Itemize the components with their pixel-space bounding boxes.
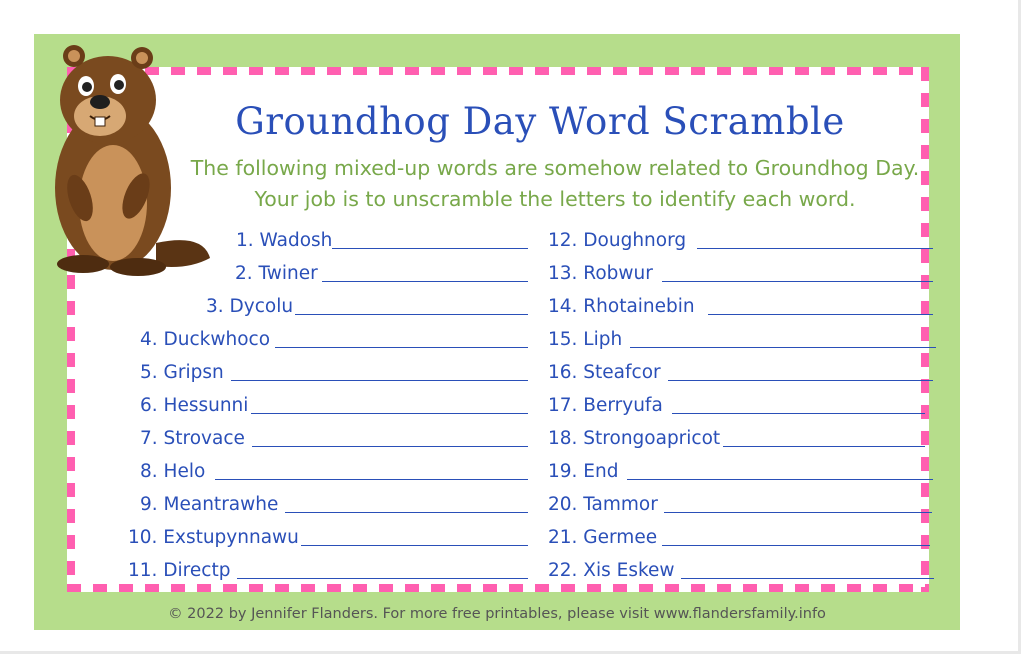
scramble-word-10: 10. Exstupynnawu bbox=[128, 527, 299, 548]
copyright-footer: © 2022 by Jennifer Flanders. For more free printables, please visit www.flandersfamily.info bbox=[168, 606, 826, 622]
instructions-line-2: Your job is to unscramble the letters to identify each word. bbox=[254, 187, 856, 211]
answer-line-6[interactable] bbox=[251, 413, 528, 414]
answer-line-9[interactable] bbox=[285, 512, 528, 513]
scramble-word-9: 9. Meantrawhe bbox=[140, 494, 279, 515]
scramble-word-20: 20. Tammor bbox=[548, 494, 658, 515]
answer-line-7[interactable] bbox=[252, 446, 528, 447]
answer-line-3[interactable] bbox=[295, 314, 528, 315]
answer-line-21[interactable] bbox=[662, 545, 930, 546]
answer-line-8[interactable] bbox=[215, 479, 528, 480]
answer-line-11[interactable] bbox=[237, 578, 528, 579]
answer-line-5[interactable] bbox=[231, 380, 528, 381]
answer-line-22[interactable] bbox=[681, 578, 934, 579]
scramble-word-3: 3. Dycolu bbox=[206, 296, 294, 317]
scramble-word-13: 13. Robwur bbox=[548, 263, 653, 284]
scramble-word-7: 7. Strovace bbox=[140, 428, 245, 449]
answer-line-2[interactable] bbox=[322, 281, 528, 282]
scramble-word-15: 15. Liph bbox=[548, 329, 623, 350]
answer-line-20[interactable] bbox=[664, 512, 932, 513]
scramble-word-8: 8. Helo bbox=[140, 461, 206, 482]
answer-line-18[interactable] bbox=[723, 446, 925, 447]
scramble-word-22: 22. Xis Eskew bbox=[548, 560, 675, 581]
scramble-word-6: 6. Hessunni bbox=[140, 395, 249, 416]
scramble-word-17: 17. Berryufa bbox=[548, 395, 663, 416]
answer-line-12[interactable] bbox=[697, 248, 933, 249]
answer-line-17[interactable] bbox=[672, 413, 925, 414]
answer-line-15[interactable] bbox=[630, 347, 936, 348]
page-title: Groundhog Day Word Scramble bbox=[235, 100, 845, 143]
scramble-word-4: 4. Duckwhoco bbox=[140, 329, 271, 350]
instructions-line-1: The following mixed-up words are somehow related to Groundhog Day. bbox=[190, 156, 920, 180]
scramble-word-14: 14. Rhotainebin bbox=[548, 296, 695, 317]
scramble-word-12: 12. Doughnorg bbox=[548, 230, 687, 251]
answer-line-10[interactable] bbox=[301, 545, 528, 546]
scramble-word-21: 21. Germee bbox=[548, 527, 658, 548]
scramble-word-5: 5. Gripsn bbox=[140, 362, 224, 383]
answer-line-1[interactable] bbox=[332, 248, 528, 249]
scramble-word-16: 16. Steafcor bbox=[548, 362, 661, 383]
pink-dash-border-bottom bbox=[67, 584, 929, 592]
answer-line-13[interactable] bbox=[662, 281, 933, 282]
pink-dash-border-right bbox=[921, 67, 929, 592]
scramble-word-1: 1. Wadosh bbox=[236, 230, 333, 251]
answer-line-16[interactable] bbox=[668, 380, 933, 381]
scramble-word-19: 19. End bbox=[548, 461, 619, 482]
answer-line-19[interactable] bbox=[627, 479, 933, 480]
answer-line-14[interactable] bbox=[708, 314, 933, 315]
answer-line-4[interactable] bbox=[275, 347, 528, 348]
scramble-word-18: 18. Strongoapricot bbox=[548, 428, 721, 449]
scramble-word-2: 2. Twiner bbox=[235, 263, 318, 284]
scramble-word-11: 11. Directp bbox=[128, 560, 231, 581]
